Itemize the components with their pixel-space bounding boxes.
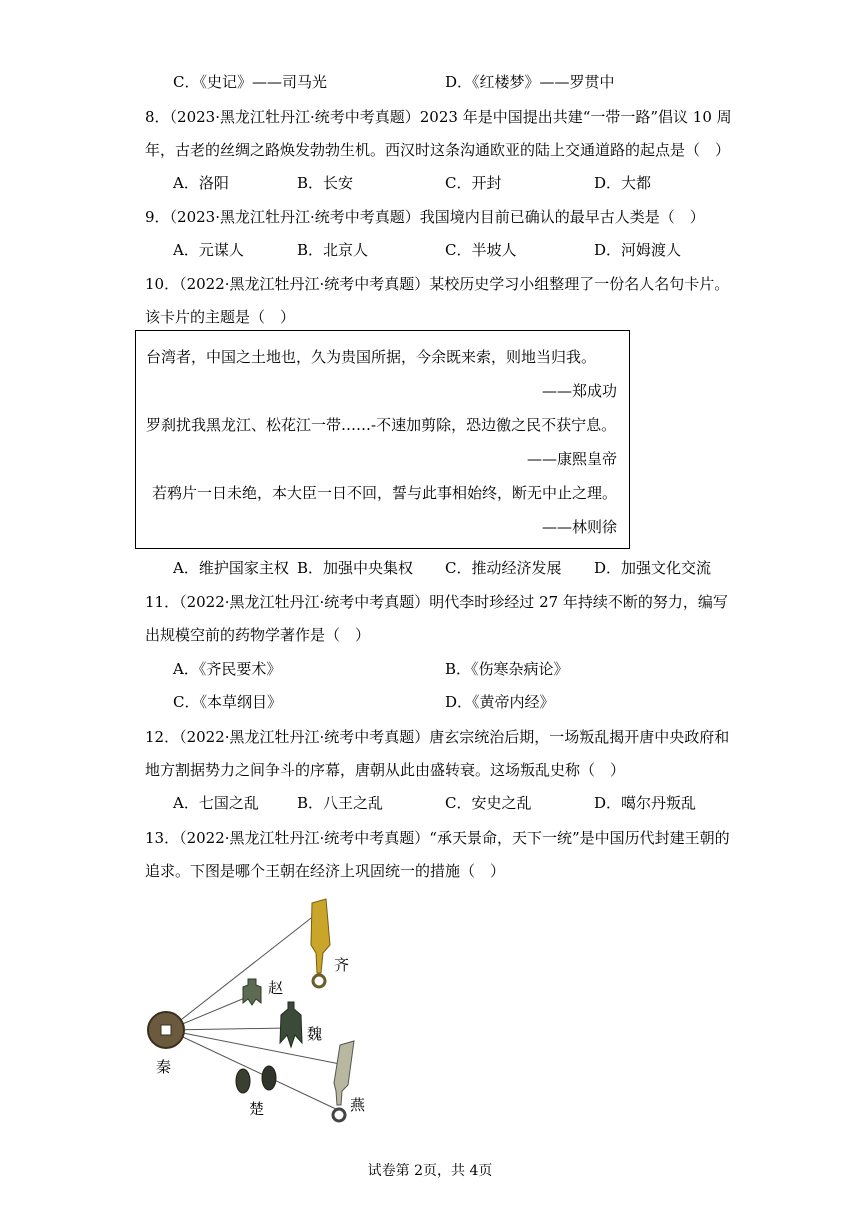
q12-option-c: C．安史之乱 xyxy=(445,794,532,812)
q8-option-c: C．开封 xyxy=(445,174,502,192)
card-quote-2: 罗刹扰我黑龙江、松花江一带……-不速加剪除，恐边徼之民不获宁息。 xyxy=(146,416,617,434)
q8-option-b: B．长安 xyxy=(297,174,354,192)
quote-card xyxy=(135,330,630,549)
q10-option-b: B．加强中央集权 xyxy=(297,559,414,577)
q12-stem-line1: 12．（2022·黑龙江牡丹江·统考中考真题）唐玄宗统治后期，一场叛乱揭开唐中央政府和 xyxy=(145,728,730,746)
label-qin: 秦 xyxy=(156,1058,172,1076)
q8-stem-line2: 年，古老的丝绸之路焕发勃勃生机。西汉时这条沟通欧亚的陆上交通道路的起点是（ ） xyxy=(145,141,731,159)
q10-stem-line2: 该卡片的主题是（ ） xyxy=(145,308,296,326)
q9-option-b: B．北京人 xyxy=(297,241,369,259)
label-yan: 燕 xyxy=(350,1096,366,1114)
qi-knife-coin-icon xyxy=(311,899,330,987)
q11-stem-line1: 11．（2022·黑龙江牡丹江·统考中考真题）明代李时珍经过 27 年持续不断的努力，编写 xyxy=(145,593,728,611)
q12-option-d: D．噶尔丹叛乱 xyxy=(594,794,697,812)
card-quote-3: 若鸦片一日未绝，本大臣一日不回，誓与此事相始终，断无中止之理。 xyxy=(152,484,618,502)
q9-option-a: A．元谋人 xyxy=(173,241,244,259)
q13-stem-line2: 追求。下图是哪个王朝在经济上巩固统一的措施（ ） xyxy=(145,862,506,880)
q10-option-c: C．推动经济发展 xyxy=(445,559,562,577)
label-wei: 魏 xyxy=(307,1025,323,1043)
q11-option-a: A．《齐民要术》 xyxy=(173,660,282,678)
card-author-1: ——郑成功 xyxy=(541,382,617,400)
label-qi: 齐 xyxy=(334,956,350,974)
q8-option-a: A．洛阳 xyxy=(173,174,229,192)
label-zhao: 赵 xyxy=(268,979,284,997)
q11-option-c: C．《本草纲目》 xyxy=(173,693,282,711)
coin-unification-figure xyxy=(140,895,380,1135)
label-chu: 楚 xyxy=(249,1100,265,1118)
card-author-3: ——林则徐 xyxy=(541,518,617,536)
q9-option-c: C．半坡人 xyxy=(445,241,517,259)
q10-option-d: D．加强文化交流 xyxy=(594,559,712,577)
chu-antnose-coin-icon xyxy=(236,1066,276,1093)
card-quote-1: 台湾者，中国之土地也，久为贵国所据，今余既来索，则地当归我。 xyxy=(146,348,597,366)
q11-option-d: D．《黄帝内经》 xyxy=(445,693,555,711)
qin-round-coin-icon xyxy=(148,1012,184,1048)
q9-option-d: D．河姆渡人 xyxy=(594,241,682,259)
q11-option-b: B．《伤寒杂病论》 xyxy=(445,660,569,678)
q13-stem-line1: 13．（2022·黑龙江牡丹江·统考中考真题）“承天景命，天下一统”是中国历代封建王朝的 xyxy=(145,829,730,847)
q12-option-b: B．八王之乱 xyxy=(297,794,384,812)
page-footer: 试卷第 2页，共 4页 xyxy=(367,1163,493,1179)
q12-stem-line2: 地方割据势力之间争斗的序幕，唐朝从此由盛转衰。这场叛乱史称（ ） xyxy=(145,761,626,779)
q7-option-d: D．《红楼梦》——罗贯中 xyxy=(445,73,615,91)
card-author-2: ——康熙皇帝 xyxy=(526,450,617,468)
q10-option-a: A．维护国家主权 xyxy=(173,559,289,577)
q10-stem-line1: 10．（2022·黑龙江牡丹江·统考中考真题）某校历史学习小组整理了一份名人名句卡片。 xyxy=(145,275,730,293)
q8-stem-line1: 8．（2023·黑龙江牡丹江·统考中考真题）2023 年是中国提出共建“一带一路”倡议 10 周 xyxy=(145,108,732,126)
zhao-spade-coin-icon xyxy=(243,979,261,1005)
q12-option-a: A．七国之乱 xyxy=(173,794,259,812)
wei-spade-coin-icon xyxy=(280,1002,302,1047)
q8-option-d: D．大都 xyxy=(594,174,652,192)
q9-stem-line1: 9．（2023·黑龙江牡丹江·统考中考真题）我国境内目前已确认的最早古人类是（ ） xyxy=(145,208,705,226)
q7-option-c: C．《史记》——司马光 xyxy=(173,73,327,91)
q11-stem-line2: 出规模空前的药物学著作是（ ） xyxy=(145,626,371,644)
